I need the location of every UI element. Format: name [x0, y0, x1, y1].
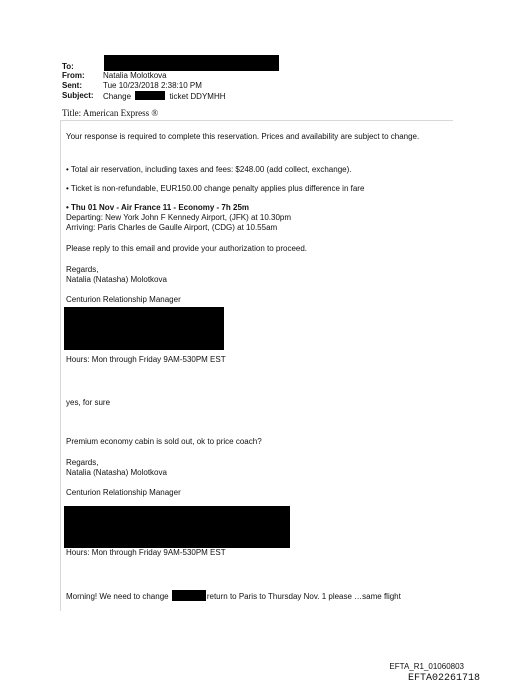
signature-role-2: Centurion Relationship Manager: [66, 488, 181, 497]
hours-1: Hours: Mon through Friday 9AM-530PM EST: [66, 355, 226, 364]
footer-ref-2: EFTA02261718: [407, 673, 480, 684]
premium-text: Premium economy cabin is sold out, ok to price coach?: [66, 437, 262, 446]
intro-text: Your response is required to complete this reservation. Prices and availability are subject to change.: [66, 132, 420, 141]
arriving-text: Arriving: Paris Charles de Gaulle Airport, (CDG) at 10.55am: [66, 223, 278, 232]
subject-line: [103, 91, 226, 102]
subject-suffix: ticket DDYMHH: [169, 92, 226, 101]
regards-2: Regards,: [66, 458, 99, 467]
morning-prefix: Morning! We need to change: [66, 592, 169, 601]
redacted-subject: [135, 91, 165, 100]
from-value: Natalia Molotkova: [103, 71, 167, 80]
morning-text: [66, 590, 401, 602]
signature-role-1: Centurion Relationship Manager: [66, 295, 181, 304]
redacted-name: [172, 590, 206, 601]
reply-yes: yes, for sure: [66, 398, 111, 407]
from-label: From:: [62, 71, 85, 80]
flight-heading: • Thu 01 Nov - Air France 11 - Economy - 7h 25m: [66, 203, 249, 212]
bullet-total: • Total air reservation, including taxes and fees: $248.00 (add collect, exchange).: [66, 165, 352, 174]
bullet-ticket: • Ticket is non-refundable, EUR150.00 change penalty applies plus difference in fare: [66, 184, 365, 193]
subject-label: Subject:: [62, 91, 94, 100]
footer-ref-1: EFTA_R1_01060803: [389, 662, 464, 671]
departing-text: Departing: New York John F Kennedy Airport, (JFK) at 10.30pm: [66, 213, 292, 222]
message-body: [66, 132, 444, 607]
sent-label: Sent:: [62, 81, 82, 90]
subject-prefix: Change: [103, 92, 132, 101]
reply-request: Please reply to this email and provide your authorization to proceed.: [66, 244, 308, 253]
hours-2: Hours: Mon through Friday 9AM-530PM EST: [66, 548, 226, 557]
redacted-signature-1: [64, 307, 224, 350]
document-title: Title: American Express ®: [62, 108, 159, 118]
regards-1: Regards,: [66, 265, 99, 274]
to-label: To:: [62, 62, 74, 71]
signature-name-1: Natalia (Natasha) Molotkova: [66, 275, 167, 284]
redacted-signature-2: [64, 506, 290, 548]
morning-suffix: return to Paris to Thursday Nov. 1 please …same flight: [206, 592, 401, 601]
sent-value: Tue 10/23/2018 2:38:10 PM: [103, 81, 202, 90]
email-header: [62, 62, 322, 104]
redacted-to: [104, 55, 279, 71]
signature-name-2: Natalia (Natasha) Molotkova: [66, 468, 167, 477]
